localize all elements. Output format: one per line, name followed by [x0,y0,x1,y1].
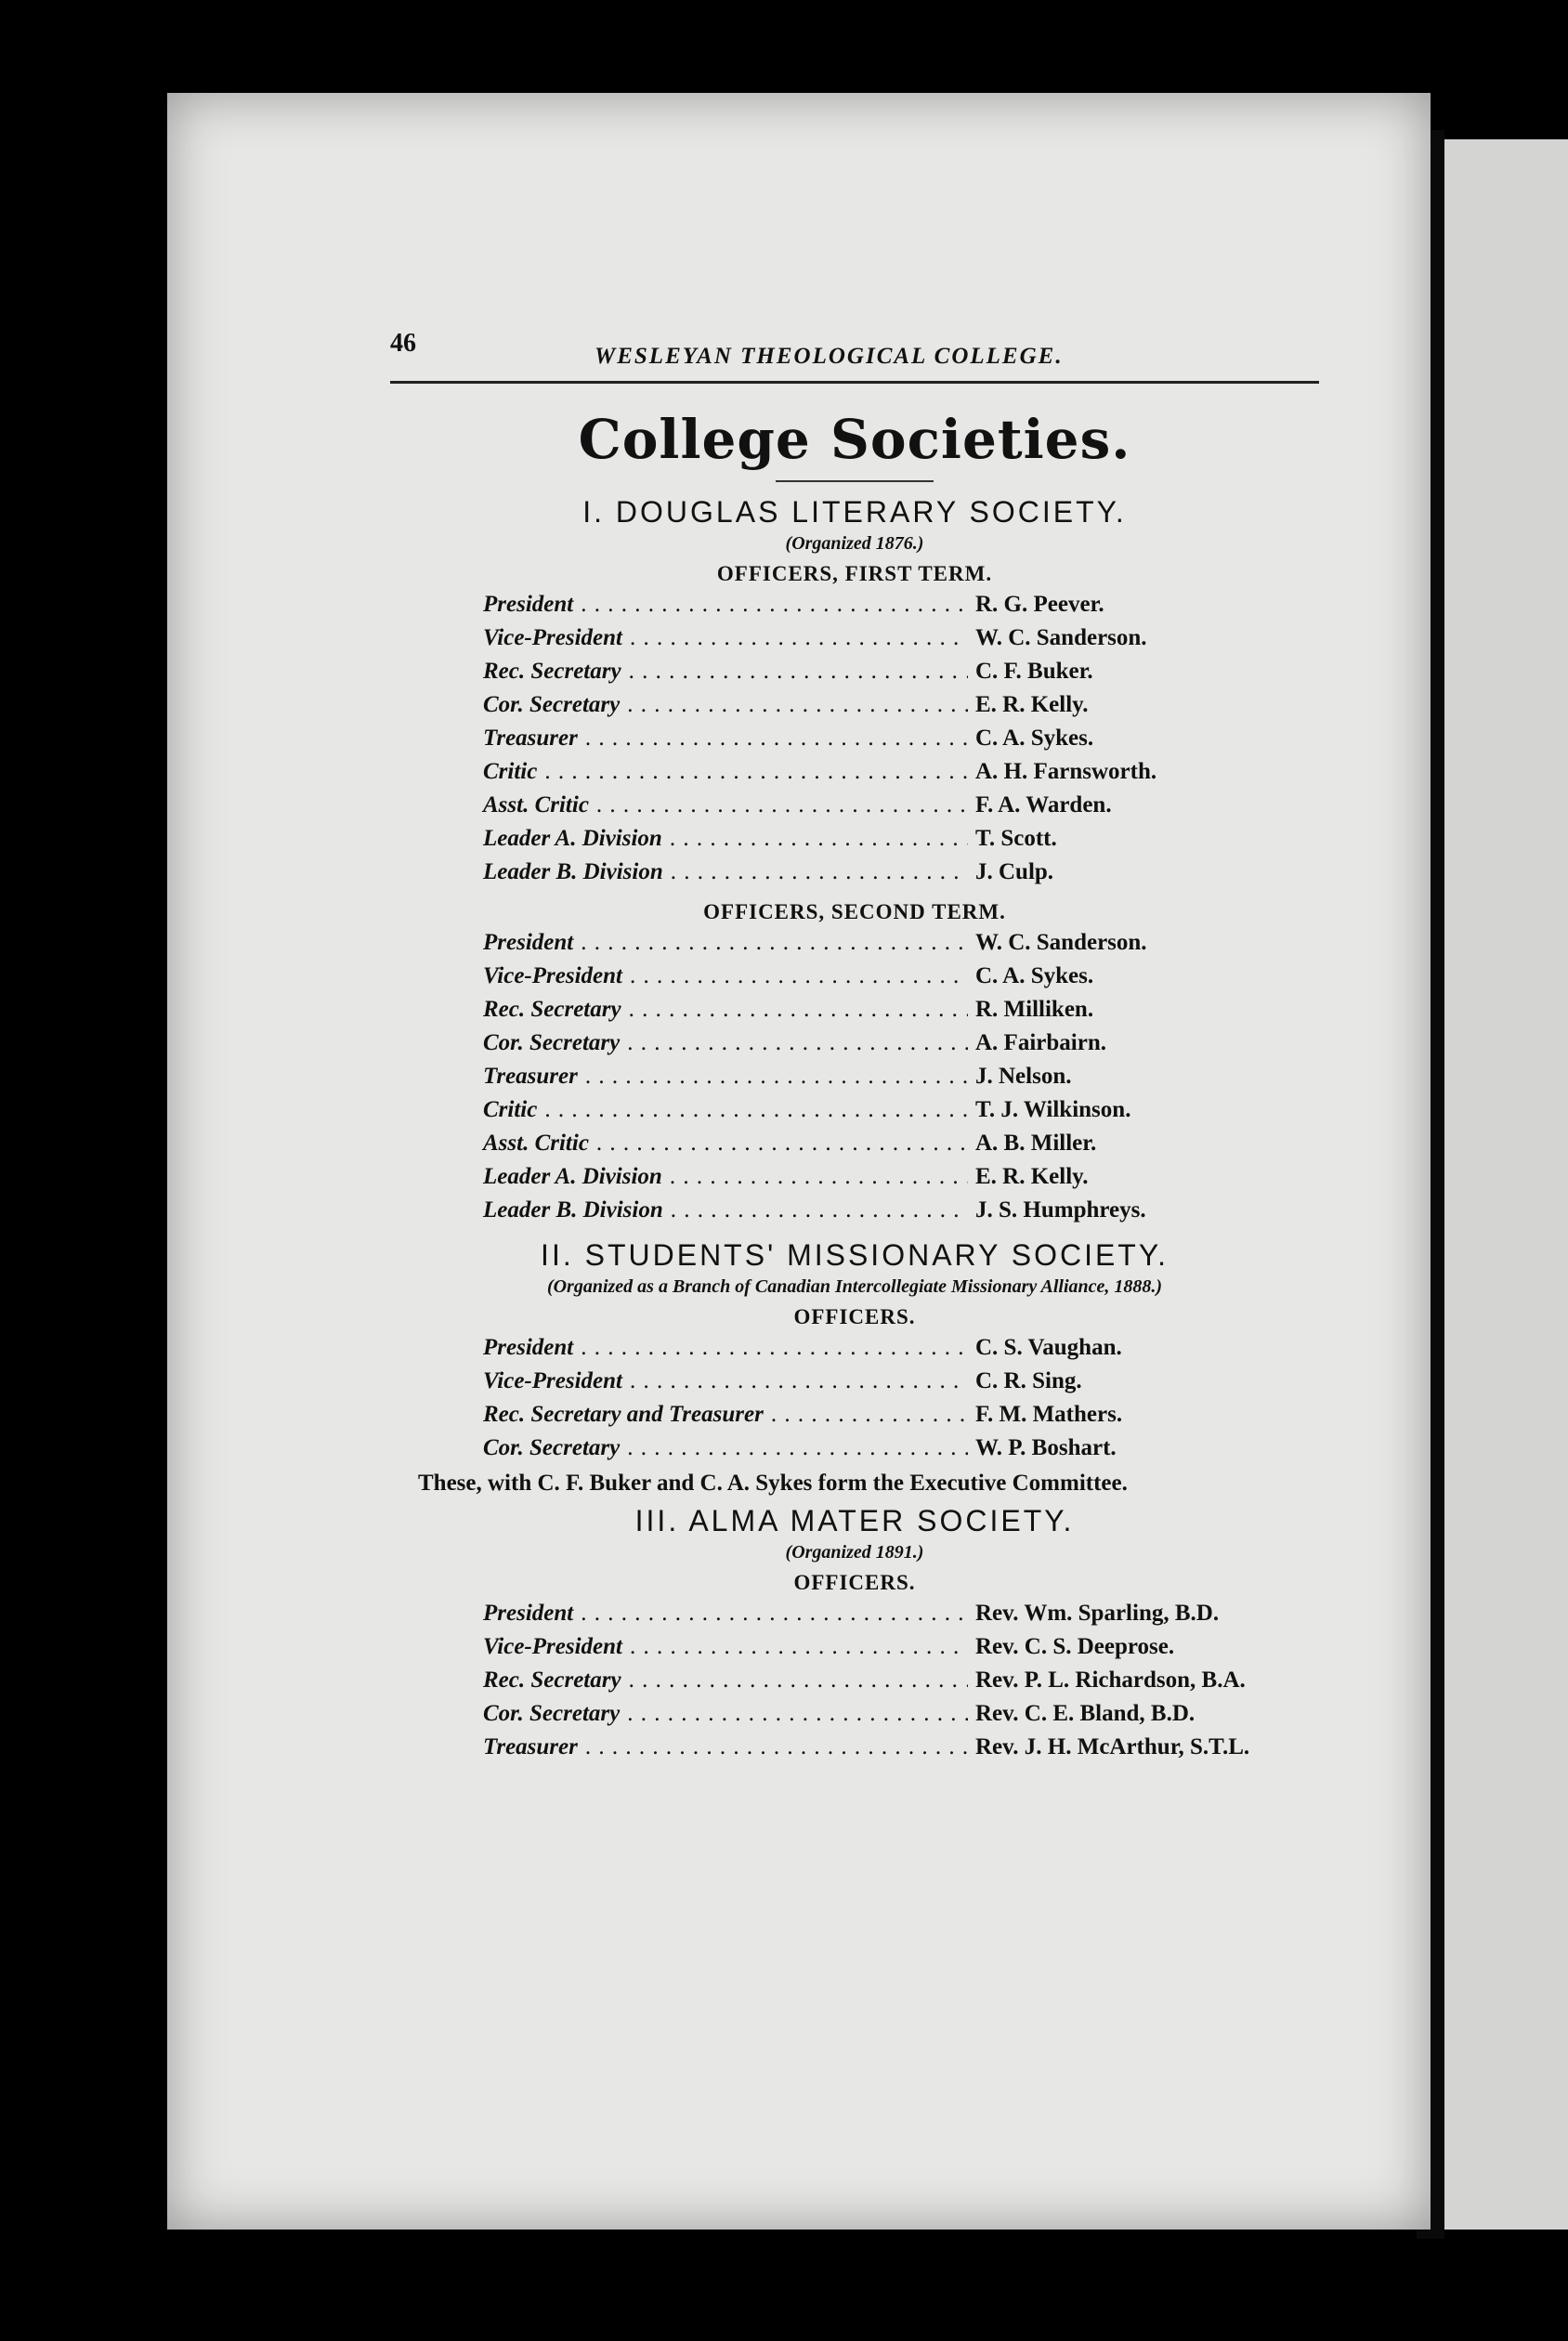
officer-row [483,1131,1245,1164]
office-title: Asst. Critic [483,792,589,817]
officers-heading: OFFICERS. [793,1305,916,1328]
dot-leader [627,692,968,718]
dot-leader [630,1634,968,1660]
office-title: Cor. Secretary [483,1435,621,1460]
dot-leader [596,1131,968,1157]
dot-leader [585,1064,968,1090]
officer-name: F. M. Mathers. [975,1402,1123,1427]
office-title: Critic [483,759,538,784]
dot-leader [771,1402,968,1428]
officer-row [483,930,1245,963]
officer-name: W. P. Boshart. [975,1435,1117,1460]
officer-row [483,759,1245,792]
officer-row [483,1335,1245,1368]
officer-row [483,859,1245,893]
office-title: President [483,1335,574,1360]
officer-row [483,726,1245,759]
office-title: Treasurer [483,1734,578,1759]
office-title: President [483,1601,574,1626]
dot-leader [627,1701,968,1727]
officer-row [483,1030,1245,1064]
dot-leader [627,1435,968,1461]
officer-name: W. C. Sanderson. [975,930,1147,955]
title-divider [776,480,934,482]
dot-leader [629,997,968,1023]
society-section [390,1238,1319,1497]
dot-leader [581,592,968,618]
office-title: Vice-President [483,963,622,988]
officer-row [483,1701,1245,1734]
dot-leader [630,1368,968,1394]
officer-row [483,1197,1245,1231]
page-content [390,325,1319,1768]
organized-note: (Organized 1891.) [785,1542,924,1563]
officer-name: F. A. Warden. [975,792,1112,817]
dot-leader [581,930,968,956]
officer-name: C. R. Sing. [975,1368,1082,1393]
facing-page-edge [1444,139,1568,2230]
society-section [390,495,1319,1231]
officer-row [483,997,1245,1030]
dot-leader [629,1667,968,1694]
office-title: Vice-President [483,625,622,650]
societies-list [390,495,1319,1768]
officer-name: C. S. Vaughan. [975,1335,1122,1360]
organized-note: (Organized as a Branch of Canadian Intercollegiate Missionary Alliance, 1888.) [546,1276,1163,1297]
officer-row [483,692,1245,726]
officers-heading: OFFICERS. [793,1571,916,1594]
officer-name: T. J. Wilkinson. [975,1097,1131,1122]
officer-name: J. Culp. [975,859,1054,884]
officer-name: C. A. Sykes. [975,726,1094,751]
dot-leader [630,963,968,989]
dot-leader [581,1601,968,1627]
officer-row [483,1667,1245,1701]
office-title: Rec. Secretary and Treasurer [483,1402,764,1427]
officer-name: Rev. Wm. Sparling, B.D. [975,1601,1220,1626]
office-title: Vice-President [483,1634,622,1659]
office-title: Treasurer [483,726,578,751]
page-number: 46 [390,329,416,358]
officer-row [483,1064,1245,1097]
officer-name: J. S. Humphreys. [975,1197,1146,1223]
office-title: Leader B. Division [483,859,663,884]
committee-note: These, with C. F. Buker and C. A. Sykes form the Executive Committee. [418,1471,1128,1496]
office-title: President [483,930,574,955]
officer-name: Rev. C. E. Bland, B.D. [975,1701,1196,1726]
officer-row [483,792,1245,826]
officer-name: Rev. P. L. Richardson, B.A. [975,1667,1246,1693]
officer-row [483,1435,1245,1469]
office-title: President [483,592,574,617]
dot-leader [629,659,968,685]
society-section [390,1504,1319,1768]
officers-heading: OFFICERS, SECOND TERM. [703,900,1006,923]
society-heading: I. DOUGLAS LITERARY SOCIETY. [582,495,1127,529]
society-heading: II. STUDENTS' MISSIONARY SOCIETY. [541,1238,1169,1272]
dot-leader [671,1197,968,1223]
officer-name: Rev. C. S. Deeprose. [975,1634,1175,1659]
officer-name: R. G. Peever. [975,592,1104,617]
organized-note: (Organized 1876.) [785,533,924,554]
dot-leader [670,826,968,852]
officer-name: J. Nelson. [975,1064,1072,1089]
dot-leader [671,859,968,885]
running-head [390,325,1319,384]
officer-row [483,1402,1245,1435]
officer-name: A. Fairbairn. [975,1030,1106,1055]
officer-name: A. B. Miller. [975,1131,1097,1156]
officer-name: A. H. Farnsworth. [975,759,1157,784]
officer-name: C. A. Sykes. [975,963,1094,988]
dot-leader [581,1335,968,1361]
dot-leader [544,759,968,785]
office-title: Critic [483,1097,538,1122]
officer-row [483,659,1245,692]
officer-row [483,625,1245,659]
office-title: Leader B. Division [483,1197,663,1223]
dot-leader [670,1164,968,1190]
dot-leader [596,792,968,818]
officer-name: R. Milliken. [975,997,1094,1022]
office-title: Cor. Secretary [483,1030,621,1055]
office-title: Rec. Secretary [483,1667,621,1693]
page-title: College Societies. [578,408,1131,471]
officer-name: C. F. Buker. [975,659,1093,684]
officers-heading: OFFICERS, FIRST TERM. [716,562,993,585]
officer-row [483,1601,1245,1634]
officer-row [483,1734,1250,1768]
officer-name: E. R. Kelly. [975,692,1089,717]
society-heading: III. ALMA MATER SOCIETY. [634,1504,1075,1537]
dot-leader [630,625,968,651]
running-title: WESLEYAN THEOLOGICAL COLLEGE. [595,344,1064,369]
office-title: Asst. Critic [483,1131,589,1156]
office-title: Leader A. Division [483,1164,662,1189]
dot-leader [544,1097,968,1123]
officer-row [483,592,1245,625]
officer-row [483,1634,1245,1667]
officer-name: T. Scott. [975,826,1057,851]
office-title: Rec. Secretary [483,997,621,1022]
officer-row [483,826,1245,859]
dot-leader [627,1030,968,1056]
office-title: Cor. Secretary [483,1701,621,1726]
office-title: Rec. Secretary [483,659,621,684]
officer-row [483,1164,1245,1197]
officer-row [483,1368,1245,1402]
officer-name: W. C. Sanderson. [975,625,1147,650]
officer-row [483,1097,1245,1131]
office-title: Cor. Secretary [483,692,621,717]
officer-name: E. R. Kelly. [975,1164,1089,1189]
office-title: Vice-President [483,1368,622,1393]
office-title: Leader A. Division [483,826,662,851]
office-title: Treasurer [483,1064,578,1089]
dot-leader [585,1734,968,1760]
officer-row [483,963,1245,997]
officer-name: Rev. J. H. McArthur, S.T.L. [975,1734,1250,1759]
dot-leader [585,726,968,752]
